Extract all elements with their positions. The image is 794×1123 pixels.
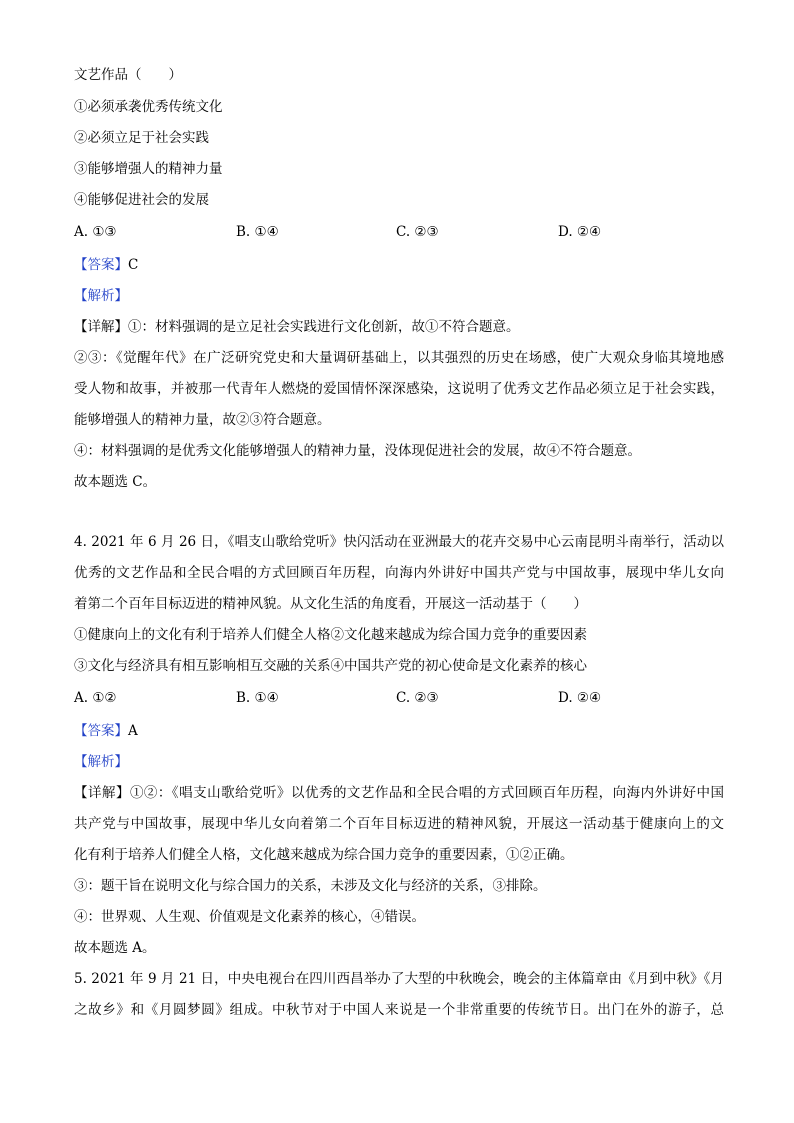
q4-stem-line-3: 着第二个百年目标迈进的精神风貌。从文化生活的角度看，开展这一活动基于（ ） bbox=[74, 596, 587, 612]
q3-option-d: D. ②④ bbox=[558, 224, 602, 240]
q4-detail-line-2: 共产党与中国故事，展现中华儿女向着第二个百年目标迈进的精神风貌，开展这一活动基于健康向上的文 bbox=[74, 816, 724, 832]
q3-choice-3: ③能够增强人的精神力量 bbox=[74, 161, 223, 177]
q3-conclusion: 故本题选 C。 bbox=[74, 474, 157, 490]
q3-detail-line-4: 能够增强人的精神力量，故②③符合题意。 bbox=[74, 412, 331, 428]
q3-choice-2: ②必须立足于社会实践 bbox=[74, 130, 209, 146]
q4-option-d: D. ②④ bbox=[558, 690, 602, 706]
q4-choice-line-1: ①健康向上的文化有利于培养人们健全人格②文化越来越成为综合国力竞争的重要因素 bbox=[74, 627, 587, 643]
q4-detail-line-4: ③：题干旨在说明文化与综合国力的关系，未涉及文化与经济的关系，③排除。 bbox=[74, 878, 547, 894]
q3-analysis-label: 【解析】 bbox=[74, 288, 128, 304]
q3-option-b: B. ①④ bbox=[236, 224, 279, 240]
q3-detail-line-5: ④：材料强调的是优秀文化能够增强人的精神力量，没体现促进社会的发展，故④不符合题意。 bbox=[74, 443, 641, 459]
q3-answer bbox=[74, 256, 724, 274]
detail-text: ①②：《唱支山歌给党听》以优秀的文艺作品和全民合唱的方式回顾百年历程，向海内外讲好中国 bbox=[129, 785, 724, 801]
q5-stem-line-1: 5. 2021 年 9 月 21 日，中央电视台在四川西昌举办了大型的中秋晚会，晚会的主体篇章由《月到中秋》《月 bbox=[74, 971, 724, 987]
detail-label: 【详解】 bbox=[74, 319, 128, 335]
q4-choice-line-2: ③文化与经济具有相互影响相互交融的关系④中国共产党的初心使命是文化素养的核心 bbox=[74, 658, 587, 674]
q3-choice-1: ①必须承袭优秀传统文化 bbox=[74, 99, 223, 115]
q4-detail-line-1 bbox=[74, 784, 724, 802]
answer-value: C bbox=[128, 257, 139, 273]
detail-text: ①：材料强调的是立足社会实践进行文化创新，故①不符合题意。 bbox=[128, 319, 520, 335]
q3-detail-line-2: ②③：《觉醒年代》在广泛研究党史和大量调研基础上，以其强烈的历史在场感，使广大观众身临其境地感 bbox=[74, 350, 724, 366]
q3-choice-4: ④能够促进社会的发展 bbox=[74, 192, 209, 208]
q4-stem-line-2: 优秀的文艺作品和全民合唱的方式回顾百年历程，向海内外讲好中国共产党与中国故事，展现中华儿女向 bbox=[74, 565, 724, 581]
q4-answer bbox=[74, 722, 724, 740]
detail-label: 【详解】 bbox=[74, 785, 130, 801]
q3-stem-tail: 文艺作品（ ） bbox=[74, 67, 182, 83]
q3-detail-line-1 bbox=[74, 318, 724, 336]
answer-label: 【答案】 bbox=[74, 723, 128, 739]
q4-analysis-label: 【解析】 bbox=[74, 754, 128, 770]
q5-stem-line-2: 之故乡》和《月圆梦圆》组成。中秋节对于中国人来说是一个非常重要的传统节日。出门在外的游子，总 bbox=[74, 1002, 724, 1018]
answer-value: A bbox=[128, 723, 138, 739]
q4-option-a: A. ①② bbox=[74, 690, 117, 706]
q4-stem-line-1: 4. 2021 年 6 月 26 日，《唱支山歌给党听》快闪活动在亚洲最大的花卉交易中心云南昆明斗南举行，活动以 bbox=[74, 534, 724, 550]
q3-detail-line-3: 受人物和故事，并被那一代青年人燃烧的爱国情怀深深感染，这说明了优秀文艺作品必须立足于社会实践， bbox=[74, 381, 724, 397]
q3-option-a: A. ①③ bbox=[74, 224, 117, 240]
q4-conclusion: 故本题选 A。 bbox=[74, 940, 156, 956]
q4-option-c: C. ②③ bbox=[396, 690, 439, 706]
answer-label: 【答案】 bbox=[74, 257, 128, 273]
q4-detail-line-5: ④：世界观、人生观、价值观是文化素养的核心，④错误。 bbox=[74, 909, 425, 925]
q3-option-c: C. ②③ bbox=[396, 224, 439, 240]
q4-detail-line-3: 化有利于培养人们健全人格，文化越来越成为综合国力竞争的重要因素，①②正确。 bbox=[74, 847, 574, 863]
q4-option-b: B. ①④ bbox=[236, 690, 279, 706]
